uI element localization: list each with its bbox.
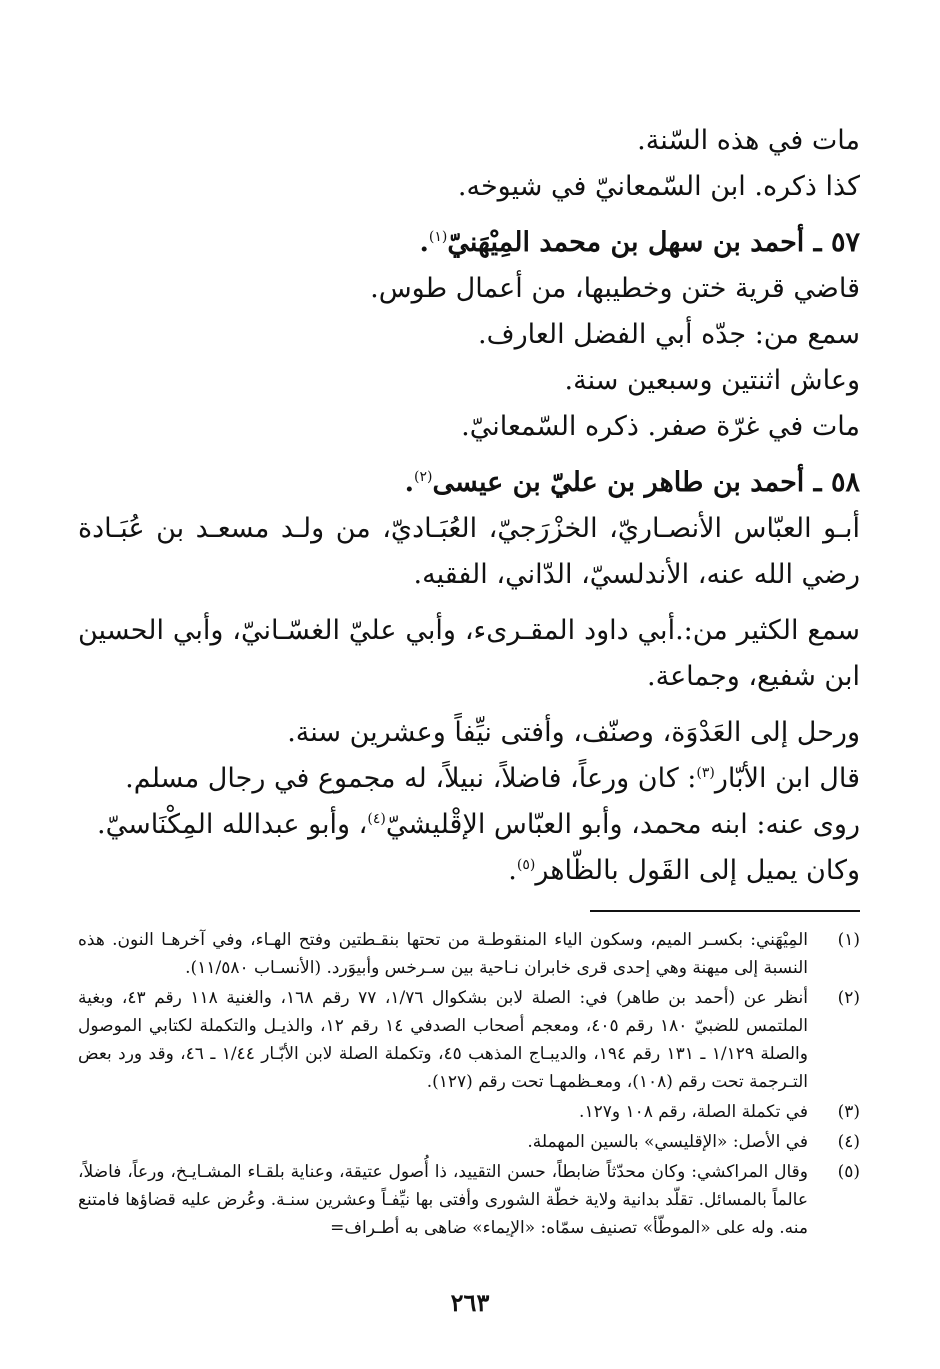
spacer: [78, 450, 860, 460]
footnote-number: (١): [837, 930, 860, 950]
footnote-text: في تكملة الصلة، رقم ١٠٨ و١٢٧.: [579, 1102, 808, 1122]
footnote-number: (٥): [837, 1162, 860, 1182]
text-line: وعاش اثنتين وسبعين سنة.: [564, 365, 860, 396]
text-segment: قال ابن الأبّار: [714, 763, 860, 794]
footnote-ref: (٥): [516, 857, 536, 873]
spacer: [78, 700, 860, 710]
text-line: سمع من: جدّه أبي الفضل العارف.: [478, 319, 860, 350]
text-line: ابن شفيع، وجماعة.: [647, 661, 860, 692]
text-line: مات في هذه السّنة.: [637, 125, 860, 156]
text-line: ورحل إلى العَدْوَة، وصنّف، وأفتى نيِّفاً وعشرين سنة.: [287, 717, 860, 748]
footnote-ref: (٢): [413, 469, 433, 485]
text-line: مات في غرّة صفر. ذكره السّمعانيّ.: [461, 411, 860, 442]
footnote: [78, 984, 860, 1096]
text-line: رضي الله عنه، الأندلسيّ، الدّاني، الفقيه.: [413, 559, 860, 590]
footnote-text: أنظر عن (أحمد بن طاهر) في: الصلة لابن بشكوال ١/٧٦، ٧٧ رقم ١٦٨، والغنية ١١٨ رقم ٤٣، وبغية الملتمس للضبيّ ١٨٠ رقم ٤٠٥، ومعجم أصحاب الصدفي ١٤ رقم ١٢، والذيـل والتكملة لكتابي الموصول والصلة ١/١٢٩ ـ ١٣١ رقم ١٩٤، والديبـاج المذهب ٤٥، وتكملة الصلة لابن الأبّـار ١/٤٤ ـ ٤٦، وقد ورد بعض التـرجمة تحت رقم (١٠٨)، ومعـظمهـا تحت رقم (١٢٧).: [78, 988, 809, 1092]
footnote-text: وقال المراكشي: وكان محدّثاً ضابطاً، حسن التقييد، ذا أُصول عتيقة، وعناية بلقـاء المشـايـخ، ورعاً، فاضلاً، عالماً بالمسائل. تقلّد بدانية ولاية خطّة الشورى وأفتى بها نيِّفـاً وعشرين سنـة. وعُرض عليه قضاؤها فامتنع منه. وله على «الموطّأ» تصنيف سمّاه: «الإيماء» ضاهى به أطـراف=: [78, 1162, 808, 1238]
text-segment: ، وأبو عبدالله المِكْنَاسيّ.: [97, 809, 368, 840]
footnote: [78, 1098, 860, 1126]
footnote-number: (٤): [837, 1132, 860, 1152]
text-segment: وكان يميل إلى القَول بالظّاهر: [535, 855, 860, 886]
footnote: [78, 926, 860, 982]
footnote-ref: (١): [428, 229, 448, 245]
entry-heading-text: ٥٨ ـ أحمد بن طاهر بن عليّ بن عيسى: [432, 467, 860, 498]
text-segment: : كان ورعاً، فاضلاً، نبيلاً، له مجموع في رجال مسلم.: [125, 763, 697, 794]
footnote-divider: [590, 910, 860, 912]
page-number: ٢٦٣: [450, 1288, 490, 1317]
text-segment: .: [508, 855, 517, 886]
text-line: [78, 756, 860, 802]
footnote-ref: (٤): [367, 811, 386, 827]
footnote: [78, 1128, 860, 1156]
text-line: كذا ذكره. ابن السّمعانيّ في شيوخه.: [457, 171, 860, 202]
heading-period: .: [404, 467, 414, 498]
text-line: قاضي قرية ختن وخطيبها، من أعمال طوس.: [370, 273, 860, 304]
spacer: [78, 210, 860, 220]
footnote-text: في الأصل: «الإقليسي» بالسين المهملة.: [527, 1132, 808, 1152]
text-segment: روى عنه: ابنه محمد، وأبو العبّاس الإقْليشيّ: [385, 809, 860, 840]
footnote-text: المِيْهَني: بكسـر الميم، وسكون الياء المنقوطـة من تحتها بنقـطتين وفتح الهـاء، وفي آخرهـا النون. هذه النسبة إلى ميهنة وهي إحدى قرى خابران نـاحية بين سـرخس وأبيوَرد. (الأنسـاب ١١/٥٨٠).: [78, 930, 808, 978]
text-line: أبـو العبّاس الأنصـاريّ، الخزْرَجيّ، العُبَـاديّ، من ولـد مسعـد بن عُبَـادة: [78, 513, 860, 544]
text-line: سمع الكثير من:.أبي داود المقـرىء، وأبي عليّ الغسّـانيّ، وأبي الحسين: [78, 615, 860, 646]
footnote-number: (٣): [837, 1102, 860, 1122]
footnotes: [78, 926, 860, 1242]
page-body: [78, 118, 860, 1244]
spacer: [78, 598, 860, 608]
text-line: [78, 848, 860, 894]
text-line: [78, 802, 860, 848]
footnote-number: (٢): [837, 988, 860, 1008]
footnote: [78, 1158, 860, 1242]
entry-heading-text: ٥٧ ـ أحمد بن سهل بن محمد المِيْهَنيّ: [447, 227, 860, 258]
footnote-ref: (٣): [696, 765, 715, 781]
entry-heading-57: [78, 220, 860, 266]
heading-period: .: [419, 227, 429, 258]
entry-heading-58: [78, 460, 860, 506]
